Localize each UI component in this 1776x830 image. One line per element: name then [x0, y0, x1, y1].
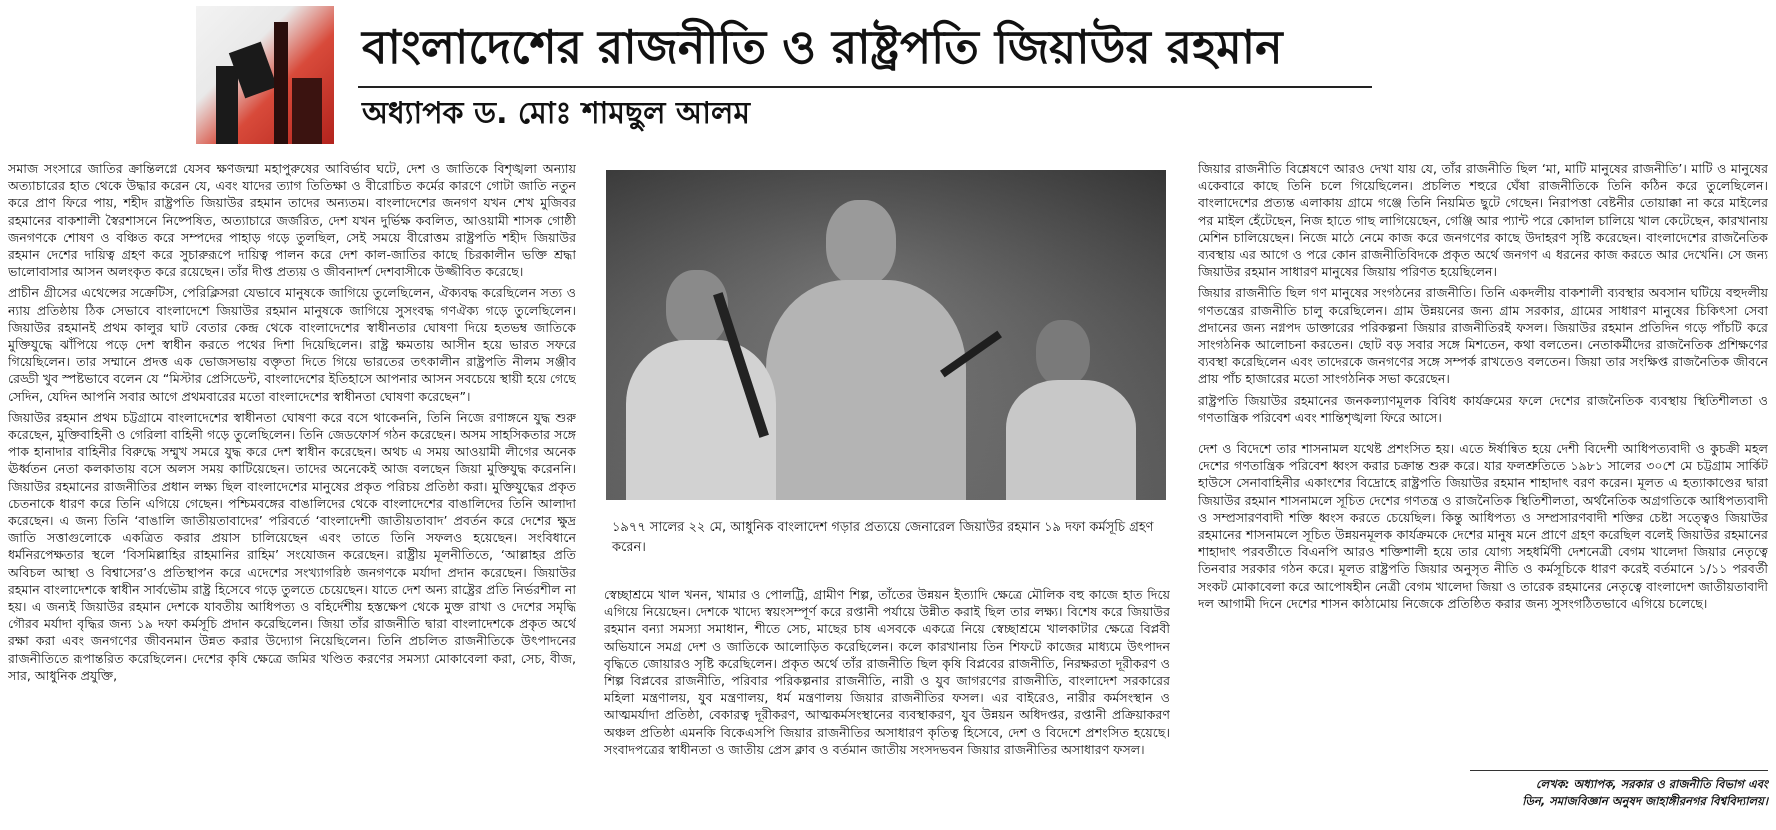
paragraph: দেশ ও বিদেশে তার শাসনামল যথেষ্ট প্রশংসিত হয়। এতে ঈর্ষান্বিত হয়ে দেশী বিদেশী আধিপত্যবাদী ও কুচক্রী মহল দেশের গণতান্ত্রিক পরিবেশ ধ্বংস করার চক্রান্ত শুরু করে। যার ফলশ্রুতিতে ১৯৮১ সালের ৩০শে মে চট্টগ্রাম সার্কিট হাউসে সেনাবাহিনীর একাংশের বিদ্রোহে রাষ্ট্রপতি জিয়াউর রহমান শাহাদাৎ বরণ করেন। মূলত এ হত্যাকাণ্ডের দ্বারা জিয়াউর রহমান শাসনামলে সূচিত দেশের গণতন্ত্র ও রাজনৈতিক স্থিতিশীলতা, অর্থনৈতিক অগ্রগতিকে আধিপত্যবাদী ও সম্প্রসারণবাদী শক্তি ধ্বংস করতে চেয়েছিল। কিন্তু আধিপত্য ও সম্প্রসারণবাদী শক্তির চেষ্টা সত্ত্বেও জিয়াউর রহমানের শাসনামলে সূচিত উন্নয়নমূলক কার্যক্রমকে দেশের মানুষ মনে প্রাণে গ্রহণ করেছিল বলেই জিয়াউর রহমানের শাহাদাৎ পরবর্তীতে বিএনপি আরও শক্তিশালী হয়ে তার যোগ্য সহধর্মিণী দেশনেত্রী বেগম খালেদা জিয়ার নেতৃত্বে তিনবার সরকার গঠন করে। মূলত রাষ্ট্রপতি জিয়ার অনুসৃত নীতি ও কর্মসূচিকে ধারণ করেই বর্তমানে ১/১১ পরবর্তী সংকট মোকাবেলা করে আপোষহীন নেত্রী বেগম খালেদা জিয়া ও তারেক রহমানের নেতৃত্বে বাংলাদেশ জাতীয়তাবাদী দল আগামী দিনে দেশের শাসন কাঠামোয় নিজেকে প্রতিষ্ঠিত করার জন্য সুসংগঠিতভাবে এগিয়ে চলেছে। [1198, 441, 1768, 611]
paragraph: সমাজ সংসারে জাতির ক্রান্তিলগ্নে যেসব ক্ষণজন্মা মহাপুরুষের আবির্ভাব ঘটে, দেশ ও জাতিকে বিশৃঙ্খলা অন্যায় অত্যাচারের হাত থেকে উদ্ধার করেন যে, এবং যাদের ত্যাগ তিতিক্ষা ও বীরোচিত কর্মের কারণে গোটা জাতি নতুন করে প্রাণ ফিরে পায়, শহীদ রাষ্ট্রপতি জিয়াউর রহমান তাদের অন্যতম। বাংলাদেশের জনগণ যখন শেখ মুজিবর রহমানের বাকশালী স্বৈরশাসনে নিষ্পেষিত, অত্যাচারে জর্জরিত, দেশ যখন দুর্ভিক্ষ কবলিত, আওয়ামী শাসক গোষ্ঠী জনগণকে শোষণ ও বঞ্চিত করে সম্পদের পাহাড় গড়ে তুলছিল, সেই সময়ে বীরোত্তম রাষ্ট্রপতি শহীদ জিয়াউর রহমান দেশের দায়িত্ব গ্রহণ করে সুচারুরূপে দায়িত্ব পালন করে দেশ কাল-জাতির কাছে চিরকালীন ভক্তি শ্রদ্ধা ভালোবাসার আসন অলংকৃত করে রয়েছেন। তাঁর দীপ্ত প্রত্যয় ও জীবনাদর্শ দেশবাসীকে উজ্জীবিত করেছে। [8, 161, 576, 280]
article-column-middle [604, 586, 1170, 824]
paragraph: প্রাচীন গ্রীসের এথেন্সের সক্রেটিস, পেরিক্লিসরা যেভাবে মানুষকে জাগিয়ে তুলেছিলেন, ঐক্যবদ্ধ করেছিলেন সত্য ও ন্যায় প্রতিষ্ঠায় ঠিক সেভাবে বাংলাদেশে জিয়াউর রহমান মানুষকে জাগিয়ে সুসংবদ্ধ গণঐক্য গড়ে তুলেছিলেন। জিয়াউর রহমানই প্রথম কালুর ঘাট বেতার কেন্দ্র থেকে বাংলাদেশের স্বাধীনতার ঘোষণা দিয়ে হতভম্ব জাতিকে মুক্তিযুদ্ধে ঝাঁপিয়ে পড়ে দেশ স্বাধীন করতে পথের দিশা দিয়েছিলেন। রাষ্ট্র ক্ষমতায় আসীন হয়ে ভারত সফরে গিয়েছিলেন। তার সম্মানে প্রদত্ত এক ভোজসভায় বক্তৃতা দিতে গিয়ে ভারতের তৎকালীন রাষ্ট্রপতি নীলম সঞ্জীব রেড্ডী খুব স্পষ্টভাবে বলেন যে “মিস্টার প্রেসিডেন্ট, বাংলাদেশের ইতিহাসে আপনার আসন সবচেয়ে স্থায়ী হয়ে গেছে সেদিন, যেদিন আপনি সবার আগে প্রথমবারের মতো বাংলাদেশের স্বাধীনতা ঘোষণা করেছেন”। [8, 285, 576, 404]
writer-note-divider [1470, 770, 1768, 771]
paragraph: জিয়ার রাজনীতি ছিল গণ মানুষের সংগঠনের রাজনীতি। তিনি একদলীয় বাকশালী ব্যবস্থার অবসান ঘটিয়ে বহুদলীয় গণতন্ত্রের রাজনীতি চালু করেছিলেন। গ্রাম উন্নয়নের জন্য গ্রাম সরকার, গ্রামের সাধারণ মানুষের চিকিৎসা সেবা প্রদানের জন্য নগ্নপদ ডাক্তারের পরিকল্পনা জিয়ার রাজনীতিরই ফসল। জিয়াউর রহমান প্রতিদিন গড়ে পাঁচটি করে সাংগঠনিক আলোচনা করতেন। ছোট বড় সবার সঙ্গে মিশতেন, কথা বলতেন। নেতাকর্মীদের রাজনৈতিক প্রশিক্ষণের ব্যবস্থা করেছিলেন এবং তাদেরকে জনগণের সঙ্গে সম্পর্ক রাখতেও বলতেন। জিয়া তার সংক্ষিপ্ত রাজনৈতিক জীবনে প্রায় পাঁচ হাজারের মতো সাংগঠনিক সভা করেছেন। [1198, 285, 1768, 387]
photo-caption: ১৯৭৭ সালের ২২ মে, আধুনিক বাংলাদেশ গড়ার প্রত্যয়ে জেনারেল জিয়াউর রহমান ১৯ দফা কর্মসূচি গ্রহণ করেন। [612, 520, 1154, 555]
header-thumbnail-image [196, 6, 334, 144]
paragraph: জিয়ার রাজনীতি বিশ্লেষণে আরও দেখা যায় যে, তাঁর রাজনীতি ছিল ‘মা, মাটি মানুষের রাজনীতি’। মাটি ও মানুষের একেবারে কাছে তিনি চলে গিয়েছিলেন। প্রচলিত শহুরে ঘেঁষা রাজনীতিকে তিনি কঠিন করে তুলেছিলেন। বাংলাদেশের প্রত্যন্ত এলাকায় গ্রামে গঞ্জে তিনি নিয়মিত ছুটে গেছেন। নিরাপত্তা বেষ্টনীর তোয়াক্কা না করে মাইলের পর মাইল হেঁটেছেন, নিজ হাতে গাছ লাগিয়েছেন, গেঞ্জি আর প্যান্ট পরে কোদাল চালিয়ে খাল কেটেছেন, কারখানায় মেশিন চালিয়েছেন। নিজে মাঠে নেমে কাজ করে জনগণের কাছে উদাহরণ সৃষ্টি করেছেন। বাংলাদেশের রাজনৈতিক ব্যবস্থায় এর আগে ও পরে কোন রাজনীতিবিদকে প্রকৃত অর্থে জনগণ এ ধরনের কাজ করতে আর দেখেনি। সে জন্য জিয়াউর রহমান সাধারণ মানুষের জিয়ায় পরিণত হয়েছিলেন। [1198, 161, 1768, 280]
article-column-left [8, 160, 576, 824]
author-name: অধ্যাপক ড. মোঃ শামছুল আলম [362, 96, 750, 131]
writer-note-line: লেখক: অধ্যাপক, সরকার ও রাজনীতি বিভাগ এবং [1535, 777, 1768, 791]
article-column-right [1198, 160, 1768, 738]
writer-note [1440, 776, 1768, 810]
paragraph: স্বেচ্ছাশ্রমে খাল খনন, খামার ও পোলট্রি, গ্রামীণ শিল্প, তাঁতের উন্নয়ন ইত্যাদি ক্ষেত্রে মৌলিক বহু কাজে হাত দিয়ে এগিয়ে নিয়েছেন। দেশকে খাদ্যে স্বয়ংসম্পূর্ণ করে রপ্তানী পর্যায়ে উন্নীত করাই ছিল তার লক্ষ্য। বিশেষ করে জিয়াউর রহমান বন্যা সমস্যা সমাধান, শীতে সেচ, মাছের চাষ এসবকে একত্রে নিয়ে স্বেচ্ছাশ্রমে খালকাটার ক্ষেত্রে বিপ্লবী অভিযানে সমগ্র দেশ ও জাতিকে আলোড়িত করেছিলেন। কলে কারখানায় তিন শিফটে কাজের মাধ্যমে উৎপাদন বৃদ্ধিতে জোয়ারও সৃষ্টি করেছিলেন। প্রকৃত অর্থে তাঁর রাজনীতি ছিল কৃষি বিপ্লবের রাজনীতি, নিরক্ষরতা দূরীকরণ ও শিল্প বিপ্লবের রাজনীতি, পরিবার পরিকল্পনার রাজনীতি, নারী ও যুব জাগরণের রাজনীতি, বাংলাদেশ সরকারের মহিলা মন্ত্রণালয়, যুব মন্ত্রণালয়, ধর্ম মন্ত্রণালয় জিয়ার রাজনীতির ফসল। এর বাইরেও, নারীর কর্মসংস্থান ও আত্মমর্যাদা প্রতিষ্ঠা, বেকারত্ব দূরীকরণ, আত্মকর্মসংস্থানের ব্যবস্থাকরণ, যুব উন্নয়ন অধিদপ্তর, রপ্তানী প্রক্রিয়াকরণ অঞ্চল প্রতিষ্ঠা এমনকি বিকেএসপি জিয়ার রাজনীতির অসাধারণ কৃতিত্ব হিসেবে, দেশ ও বিদেশে প্রশংসিত হয়েছে। সংবাদপত্রের স্বাধীনতা ও জাতীয় প্রেস ক্লাব ও বর্তমান জাতীয় সংসদভবন জিয়ার রাজনীতির অসাধারণ ফসল। [604, 587, 1170, 757]
writer-note-line: ডিন, সমাজবিজ্ঞান অনুষদ জাহাঙ্গীরনগর বিশ্ববিদ্যালয়। [1522, 794, 1768, 808]
paragraph: রাষ্ট্রপতি জিয়াউর রহমানের জনকল্যাণমূলক বিবিধ কার্যক্রমের ফলে দেশের রাজনৈতিক ব্যবস্থায় স্থিতিশীলতা ও গণতান্ত্রিক পরিবেশ এবং শান্তিশৃঙ্খলা ফিরে আসে। [1198, 392, 1768, 425]
article-title: বাংলাদেশের রাজনীতি ও রাষ্ট্রপতি জিয়াউর রহমান [362, 20, 1283, 74]
article-photo [606, 170, 1166, 500]
paragraph: জিয়াউর রহমান প্রথম চট্টগ্রামে বাংলাদেশের স্বাধীনতা ঘোষণা করে বসে থাকেননি, তিনি নিজে রণাঙ্গনে যুদ্ধ শুরু করেছেন, মুক্তিবাহিনী ও গেরিলা বাহিনী গড়ে তুলেছিলেন। তিনি জেডফোর্স গঠন করেছেন। অসম সাহসিকতার সঙ্গে পাক হানাদার বাহিনীর বিরুদ্ধে সম্মুখ সমরে যুদ্ধ করে দেশ স্বাধীন করেছেন। অথচ এ সময় আওয়ামী লীগের অনেক ঊর্ধ্বতন নেতা কলকাতায় বসে অলস সময় কাটিয়েছেন। তাদের অনেকেই আজ বলছেন জিয়া মুক্তিযুদ্ধ করেননি। জিয়াউর রহমানের রাজনীতির প্রধান লক্ষ্য ছিল বাংলাদেশের মানুষের প্রকৃত পরিচয় প্রতিষ্ঠা করা। মুক্তিযুদ্ধের প্রকৃত চেতনাকে ধারণ করে তিনি এগিয়ে গেছেন। পশ্চিমবঙ্গের বাঙালিদের থেকে বাংলাদেশের বাঙালিদের তিনি আলাদা করেছেন। এ জন্য তিনি ‘বাঙালি জাতীয়তাবাদের’ পরিবর্তে ‘বাংলাদেশী জাতীয়তাবাদ’ প্রবর্তন করে দেশের ক্ষুদ্র জাতি সত্তাগুলোকে একত্রিত করার প্রয়াস চালিয়েছেন এবং তাতে তিনি সফলও হয়েছেন। সংবিধানে ধর্মনিরপেক্ষতার স্থলে ‘বিসমিল্লাহির রাহমানির রাহিম’ সংযোজন করেছেন। রাষ্ট্রীয় মূলনীতিতে, ‘আল্লাহর প্রতি অবিচল আস্থা ও বিশ্বাসের’ও প্রতিস্থাপন করে এদেশের সংখ্যাগরিষ্ঠ জনগণকে মর্যাদা প্রদান করেছেন। জিয়াউর রহমান বাংলাদেশকে স্বাধীন সার্বভৌম রাষ্ট্র হিসেবে গড়ে তুলতে চেয়েছেন। যাতে দেশ অন্য রাষ্ট্রের প্রতি নির্ভরশীল না হয়। এ জন্যই জিয়াউর রহমান দেশকে যাবতীয় আধিপত্য ও বহির্দেশীয় হস্তক্ষেপ থেকে মুক্ত রাখা ও দেশের সমৃদ্ধি গৌরব মর্যাদা বৃদ্ধির জন্য ১৯ দফা কর্মসূচি প্রদান করেছিলেন। জিয়া তাঁর রাজনীতি দ্বারা বাংলাদেশকে প্রকৃত অর্থে রক্ষা করা এবং জনগণের জীবনমান উন্নত করার উদ্যোগ নিয়েছিলেন। তিনি প্রচলিত রাজনীতিকে উৎপাদনের রাজনীতিতে রূপান্তরিত করেছিলেন। দেশের কৃষি ক্ষেত্রে জমির খণ্ডিত করণের সমস্যা মোকাবেলা করা, সেচ, বীজ, সার, আধুনিক প্রযুক্তি, [8, 409, 576, 683]
title-divider [358, 86, 1372, 88]
